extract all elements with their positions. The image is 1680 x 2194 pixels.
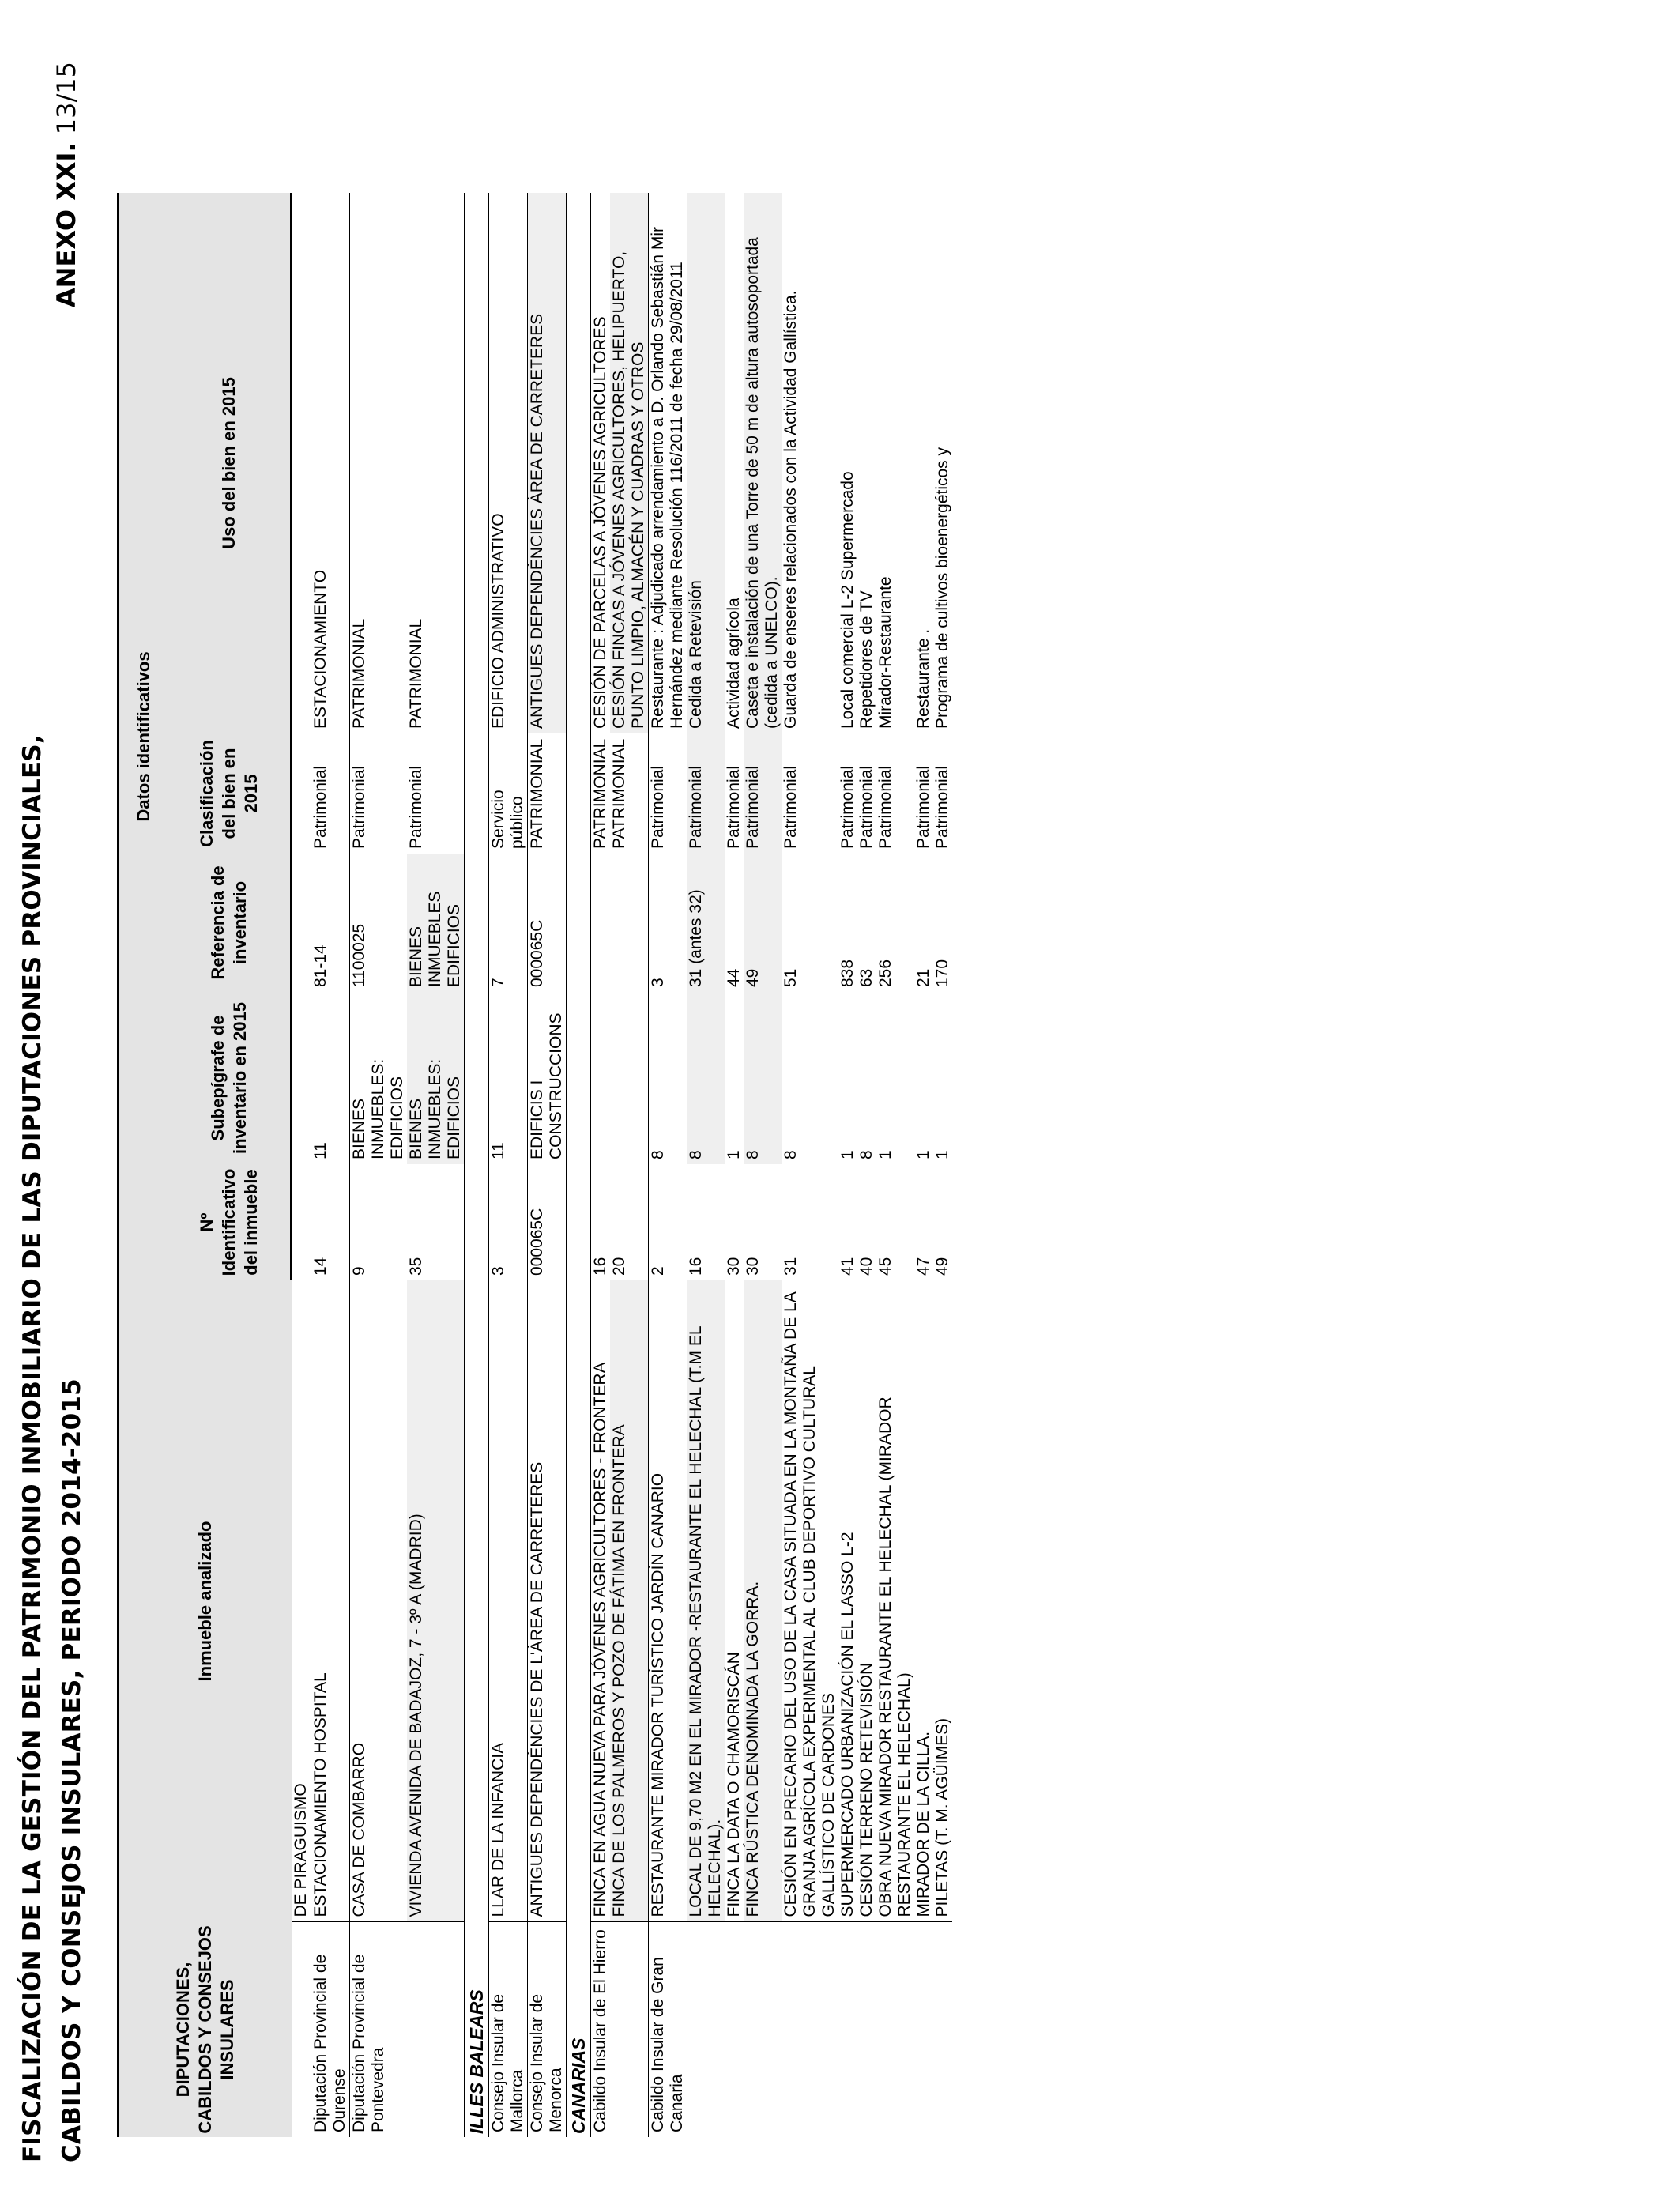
annex-number: ANEXO XXI. [51,142,81,308]
cell-reference: 7 [488,854,528,992]
cell-subheading: 8 [781,1150,800,1159]
table-row [782,193,838,2137]
cell-classification: Patrimonial [311,733,349,854]
cell-subheading: 11 [311,992,349,1164]
cell-id: 000065C [527,1164,567,1280]
cell-reference: 000065C [527,854,567,992]
cell-entity: Consejo Insular de Menorca [527,1922,567,2137]
cell-use: Actividad agrícola [724,598,743,729]
cell-entity: Cabildo Insular de Gran Canaria [648,1922,687,2137]
cell-entity: Consejo Insular de Mallorca [488,1922,528,2137]
cell-subheading: 8 [857,1150,876,1159]
cell-property: FINCA LA DATA O CHAMORISCÁN [724,1652,743,1917]
table-row [933,193,952,2137]
cell-reference: 170 [932,959,951,987]
cell-use: Restaurante : Adjudicado arrendamiento a D. Orlando Sebastián Mir Hernández mediante Resolución 116/2011 de fecha 29/08/2011 [648,193,687,733]
cell-classification: PATRIMONIAL [590,733,610,854]
cell-reference: 3 [648,854,687,992]
cell-id: 14 [311,1164,349,1280]
cell-subheading: 1 [932,1150,951,1159]
cell-classification: Patrimonial [744,733,782,854]
cell-property: CASA DE COMBARRO [349,1280,407,1922]
cell-classification: Patrimonial [406,765,425,849]
cell-id: 16 [590,1164,610,1280]
title-line-2: CABILDOS Y CONSEJOS INSULARES, PERIODO 2014-2015 [58,1378,86,2162]
table-row [838,193,857,2137]
cell-reference: 51 [781,968,800,987]
table-row [349,193,407,2137]
title-line-1: FISCALIZACIÓN DE LA GESTIÓN DEL PATRIMONIO INMOBILIARIO DE LAS DIPUTACIONES PROVINCIALES, [18,734,47,2162]
cell-property: ESTACIONAMIENTO HOSPITAL [311,1280,349,1922]
section-row [465,193,488,2137]
cell-use: Local comercial L-2 Supermercado [838,471,857,729]
cell-reference [292,854,311,992]
cell-classification: Patrimonial [724,765,743,849]
cell-classification: Patrimonial [913,765,932,849]
cell-reference: 256 [876,959,895,987]
cell-property: VIVIENDA AVENIDA DE BADAJOZ, 7 - 3º A (MADRID) [407,1280,465,1922]
cell-entity: Cabildo Insular de El Hierro [590,1922,610,2137]
cell-subheading: 8 [744,992,782,1164]
cell-entity [876,1922,914,2137]
cell-reference: BIENES INMUEBLES EDIFICIOS [407,854,465,992]
table-row [687,193,725,2137]
cell-property: FINCA DE LOS PALMEROS Y POZO DE FÁTIMA EN FRONTERA [610,1280,649,1922]
cell-entity [914,1922,933,2137]
cell-classification: Patrimonial [349,733,407,854]
cell-use [292,193,311,733]
cell-id: 40 [857,1257,876,1276]
cell-property: FINCA RÚSTICA DENOMINADA LA GORRA. [744,1280,782,1922]
table-header [119,193,292,2137]
cell-id: 41 [838,1257,857,1276]
table-body [292,193,952,2137]
cell-use: EDIFICIO ADMINISTRATIVO [488,193,528,733]
table-row [744,193,782,2137]
table-row [488,193,528,2137]
cell-use: Cedida a Retevisión [687,193,725,733]
cell-id: 49 [932,1257,951,1276]
cell-use: ANTIGUES DEPENDÈNCIES ÀREA DE CARRETERES [527,193,567,733]
cell-use: PATRIMONIAL [349,193,407,733]
cell-id: 30 [743,1257,762,1276]
cell-entity [933,1922,952,2137]
col-classification-header: Clasificación del bien en 2015 [168,733,292,854]
annex-label [49,62,84,307]
cell-use: Repetidores de TV [857,590,876,729]
table-row [407,193,465,2137]
cell-classification: PATRIMONIAL [609,738,628,849]
annex-page: 13/15 [51,62,81,135]
cell-classification: Patrimonial [876,765,895,849]
cell-subheading: BIENES INMUEBLES: EDIFICIOS [407,992,465,1164]
cell-use: CESIÓN FINCAS A JÓVENES AGRICULTORES, HELIPUERTO, PUNTO LIMPIO, ALMACÉN Y CUADRAS Y OTROS [610,193,649,733]
section-label: ILLES BALEARS [465,193,488,2137]
cell-subheading: 1 [876,1150,895,1159]
cell-subheading: 1 [724,1150,743,1159]
cell-property: FINCA EN AGUA NUEVA PARA JÓVENES AGRICULTORES - FRONTERA [590,1280,610,1922]
cell-property: PILETAS (T. M. AGÜIMES) [932,1717,951,1917]
col-use-header: Uso del bien en 2015 [168,193,292,733]
group-header: Datos identificativos [119,193,169,1280]
cell-entity [725,1922,744,2137]
cell-id: 45 [876,1257,895,1276]
cell-classification: Patrimonial [781,765,800,849]
cell-classification: PATRIMONIAL [527,733,567,854]
cell-subheading [590,992,610,1164]
cell-subheading: 1 [913,1150,932,1159]
cell-use: ESTACIONAMIENTO [311,193,349,733]
cell-reference: 44 [724,968,743,987]
cell-property: CESIÓN TERRENO RETEVISIÓN [857,1662,876,1917]
cell-id: 16 [686,1257,705,1276]
cell-subheading [292,992,311,1164]
cell-id: 31 [781,1257,800,1276]
table-row [311,193,349,2137]
cell-entity [744,1922,782,2137]
cell-subheading: 8 [687,992,725,1164]
cell-classification: Patrimonial [687,733,725,854]
cell-id [292,1164,311,1280]
cell-id: 20 [609,1257,628,1276]
cell-reference [610,854,649,992]
cell-property: RESTAURANTE MIRADOR TURÍSTICO JARDÍN CANARIO [648,1280,687,1922]
cell-classification: Patrimonial [932,765,951,849]
cell-id: 9 [349,1164,407,1280]
cell-entity: Diputación Provincial de Ourense [311,1922,349,2137]
cell-entity [857,1922,876,2137]
col-property-header: Inmueble analizado [119,1280,292,1922]
col-subheading-header: Subepígrafe de inventario en 2015 [168,992,292,1164]
cell-id: 2 [648,1164,687,1280]
cell-use: Caseta e instalación de una Torre de 50 m de altura autosoportada (cedida a UNELCO). [744,193,782,733]
cell-subheading: EDIFICIS I CONSTRUCCIONS [527,992,567,1164]
cell-subheading: 8 [648,992,687,1164]
cell-reference: 21 [913,968,932,987]
cell-subheading [610,992,649,1164]
cell-reference: 1100025 [349,854,407,992]
cell-property: DE PIRAGUISMO [291,1783,310,1917]
cell-property: OBRA NUEVA MIRADOR RESTAURANTE EL HELECHAL (MIRADOR RESTAURANTE EL HELECHAL) [876,1397,913,1917]
cell-id: 47 [913,1257,932,1276]
section-label: CANARIAS [567,193,590,2137]
cell-use: CESIÓN DE PARCELAS A JÓVENES AGRICULTORES [590,193,610,733]
cell-entity: Diputación Provincial de Pontevedra [349,1922,407,2137]
col-id-header: Nº Identificativo del inmueble [168,1164,292,1280]
cell-reference: 81-14 [311,854,349,992]
cell-use: Guarda de enseres relacionados con la Actividad Gallística. [781,290,800,729]
cell-reference: 63 [857,968,876,987]
cell-subheading: 11 [488,992,528,1164]
cell-entity [687,1922,725,2137]
cell-classification: Patrimonial [838,765,857,849]
cell-property: MIRADOR DE LA CILLA. [913,1731,932,1917]
cell-classification: Patrimonial [857,765,876,849]
table-row [590,193,610,2137]
cell-property: ANTIGUES DEPENDÈNCIES DE L'ÀREA DE CARRETERES [527,1280,567,1922]
table-row [648,193,687,2137]
cell-property: SUPERMERCADO URBANIZACIÓN EL LASSO L-2 [838,1532,857,1917]
cell-id: 35 [406,1257,425,1276]
inventory-table [117,193,952,2137]
col-entity-header: DIPUTACIONES, CABILDOS Y CONSEJOS INSULARES [119,1922,292,2137]
cell-property: LOCAL DE 9,70 M2 EN EL MIRADOR -RESTAURANTE EL HELECHAL (T.M EL HELECHAL). [687,1280,725,1922]
cell-classification: Servicio público [488,733,528,854]
cell-entity [610,1922,649,2137]
cell-classification: Patrimonial [648,733,687,854]
table-row [527,193,567,2137]
cell-use: PATRIMONIAL [406,618,425,729]
cell-use: Mirador-Restaurante [876,576,895,729]
cell-property: CESIÓN EN PRECARIO DEL USO DE LA CASA SITUADA EN LA MONTAÑA DE LA GRANJA AGRÍCOLA EXPERIMENTAL AL CLUB DEPORTIVO CULTURAL GALLÍSTICO DE CARDONES [781,1292,838,1917]
cell-entity [782,1922,838,2137]
table-row [725,193,744,2137]
cell-entity [838,1922,857,2137]
cell-property: LLAR DE LA INFANCIA [488,1280,528,1922]
cell-id: 3 [488,1164,528,1280]
cell-classification [292,733,311,854]
table-row [876,193,914,2137]
cell-id: 30 [724,1257,743,1276]
table-row [914,193,933,2137]
col-reference-header: Referencia de inventario [168,854,292,992]
page-title [13,734,92,2162]
table-row [857,193,876,2137]
cell-use: Restaurante . [913,628,932,729]
table-row [610,193,649,2137]
cell-reference: 31 (antes 32) [687,854,725,992]
cell-reference: 49 [744,854,782,992]
cell-entity [407,1922,465,2137]
cell-reference [590,854,610,992]
section-row [567,193,590,2137]
cell-subheading: 1 [838,1150,857,1159]
table-row [292,193,311,2137]
cell-reference: 838 [838,959,857,987]
cell-use: Programa de cultivos bioenergéticos y [932,447,951,729]
cell-entity [292,1922,311,2137]
cell-subheading: BIENES INMUEBLES: EDIFICIOS [349,992,407,1164]
